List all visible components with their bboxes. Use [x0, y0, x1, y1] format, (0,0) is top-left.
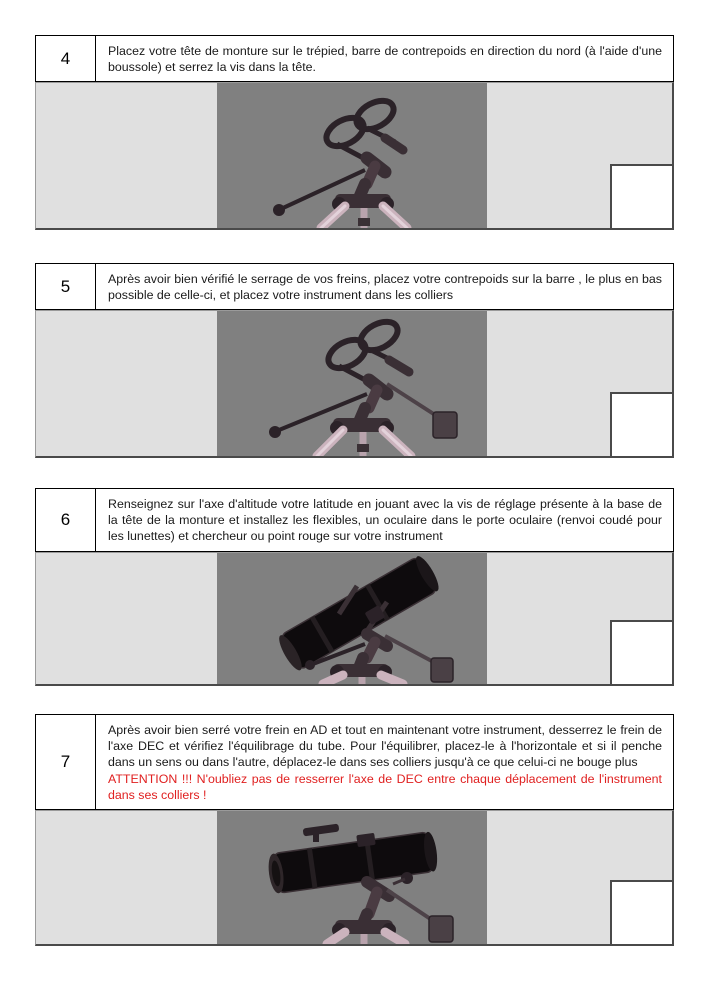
photo-corner-box [610, 164, 672, 228]
step-text-row [35, 35, 674, 82]
photo-corner-box [610, 392, 672, 456]
step-instruction: Après avoir bien serré votre frein en AD et tout en maintenant votre instrument, desserrez le frein de l'axe DEC et vérifiez l'équilibrage du tube. Pour l'équilibrer, placez-le à l'horizontale et si il penche dans un sens ou dans l'autre, déplacez-le dans ses colliers jusqu'à ce que celui-ci ne bouge plus [108, 723, 662, 770]
step-photo [217, 311, 487, 456]
step-photo [217, 811, 487, 944]
step-text-row [35, 488, 674, 552]
step-block-7 [35, 714, 674, 946]
step-text-cell [96, 264, 673, 309]
telescope-tilted-illustration [217, 553, 487, 684]
step-photo [217, 83, 487, 228]
step-text-cell [96, 36, 673, 81]
step-image-row [35, 82, 674, 230]
step-warning: ATTENTION !!! N'oubliez pas de resserrer l'axe de DEC entre chaque déplacement de l'instrument dans ses colliers ! [108, 771, 662, 802]
step-block-5 [35, 263, 674, 458]
step-image-row [35, 552, 674, 686]
telescope-horizontal-illustration [217, 811, 487, 944]
step-number: 6 [36, 489, 96, 551]
step-number: 7 [36, 715, 96, 809]
step-instruction: Après avoir bien vérifié le serrage de vos freins, placez votre contrepoids sur la barre , le plus en bas possible de celle-ci, et placez votre instrument dans les colliers [108, 272, 662, 303]
step-photo [217, 553, 487, 684]
step-number: 4 [36, 36, 96, 81]
step-image-row [35, 810, 674, 946]
step-text-row [35, 263, 674, 310]
step-instruction: Placez votre tête de monture sur le trépied, barre de contrepoids en direction du nord (à l'aide d'une boussole) et serrez la vis dans la tête. [108, 44, 662, 75]
step-text-cell [96, 489, 673, 551]
mount-illustration [217, 83, 487, 228]
step-text-row [35, 714, 674, 810]
step-block-4 [35, 35, 674, 230]
step-text-cell [96, 715, 673, 809]
photo-corner-box [610, 620, 672, 684]
step-number: 5 [36, 264, 96, 309]
step-instruction: Renseignez sur l'axe d'altitude votre latitude en jouant avec la vis de réglage présente à la base de la tête de la monture et installez les flexibles, un oculaire dans le porte oculaire (renvoi coudé pour les lunettes) et chercheur ou point rouge sur votre instrument [108, 497, 662, 544]
step-block-6 [35, 488, 674, 686]
step-image-row [35, 310, 674, 458]
mount-with-counterweight-illustration [217, 311, 487, 456]
photo-corner-box [610, 880, 672, 944]
